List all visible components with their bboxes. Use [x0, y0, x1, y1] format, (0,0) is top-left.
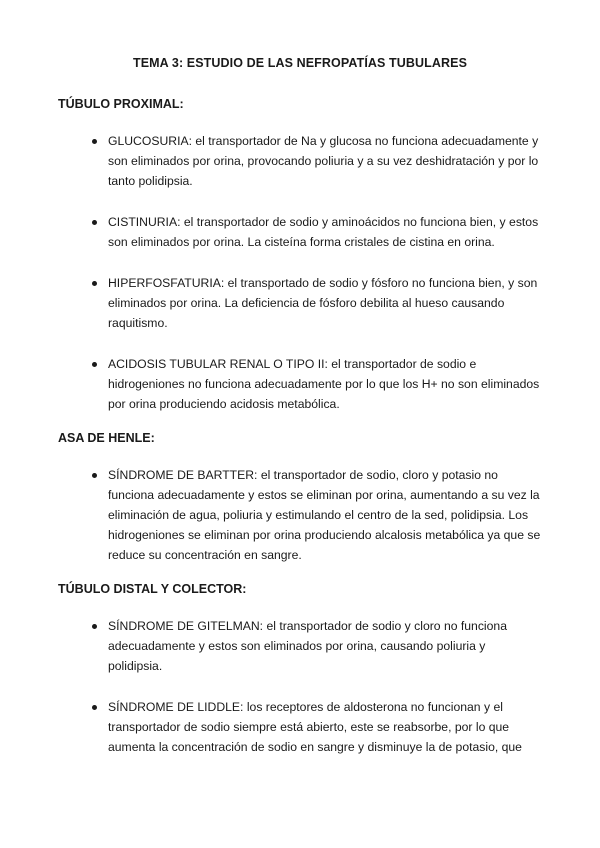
bullet-icon [92, 473, 97, 478]
bullet-icon [92, 705, 97, 710]
list-item-text: SÍNDROME DE BARTTER: el transportador de sodio, cloro y potasio no funciona adecuadamente y estos se eliminan por orina, aumentando a su vez la eliminación de agua, poliuria y estimulando el centro de la sed, polidipsia. Los hidrogeniones se eliminan por orina produciendo alcalosis metabólica ya que se reduce su concentración en sangre. [108, 468, 541, 562]
list-item-text: SÍNDROME DE GITELMAN: el transportador de sodio y cloro no funciona adecuadamente y estos son eliminados por orina, causando poliuria y polidipsia. [108, 619, 507, 673]
section-tubulo-proximal [58, 97, 542, 414]
list-item [58, 616, 542, 676]
bullet-list [58, 616, 542, 757]
bullet-icon [92, 281, 97, 286]
document-title: TEMA 3: ESTUDIO DE LAS NEFROPATÍAS TUBULARES [132, 56, 468, 70]
section-heading: TÚBULO DISTAL Y COLECTOR: [58, 582, 247, 596]
bullet-icon [92, 624, 97, 629]
list-item-text: ACIDOSIS TUBULAR RENAL O TIPO II: el transportador de sodio e hidrogeniones no funciona adecuadamente por lo que los H+ no son eliminados por orina produciendo acidosis metabólica. [108, 357, 540, 411]
bullet-list [58, 131, 542, 414]
bullet-list [58, 465, 542, 565]
section-heading: TÚBULO PROXIMAL: [58, 97, 184, 111]
list-item [58, 212, 542, 252]
list-item [58, 697, 542, 757]
list-item [58, 131, 542, 191]
list-item-text: GLUCOSURIA: el transportador de Na y glucosa no funciona adecuadamente y son eliminados por orina, provocando poliuria y a su vez deshidratación y por lo tanto polidipsia. [108, 134, 539, 188]
list-item-text: CISTINURIA: el transportador de sodio y aminoácidos no funciona bien, y estos son eliminados por orina. La cisteína forma cristales de cistina en orina. [108, 215, 539, 249]
bullet-icon [92, 362, 97, 367]
bullet-icon [92, 220, 97, 225]
list-item [58, 465, 542, 565]
bullet-icon [92, 139, 97, 144]
list-item [58, 354, 542, 414]
list-item-text: HIPERFOSFATURIA: el transportado de sodio y fósforo no funciona bien, y son eliminados por orina. La deficiencia de fósforo debilita al hueso causando raquitismo. [108, 276, 538, 330]
section-asa-de-henle [58, 431, 542, 565]
list-item [58, 273, 542, 333]
section-tubulo-distal-colector [58, 582, 542, 757]
section-heading: ASA DE HENLE: [58, 431, 155, 445]
list-item-text: SÍNDROME DE LIDDLE: los receptores de aldosterona no funcionan y el transportador de sodio siempre está abierto, este se reabsorbe, por lo que aumenta la concentración de sodio en sangre y disminuye la de potasio, que [108, 700, 522, 754]
